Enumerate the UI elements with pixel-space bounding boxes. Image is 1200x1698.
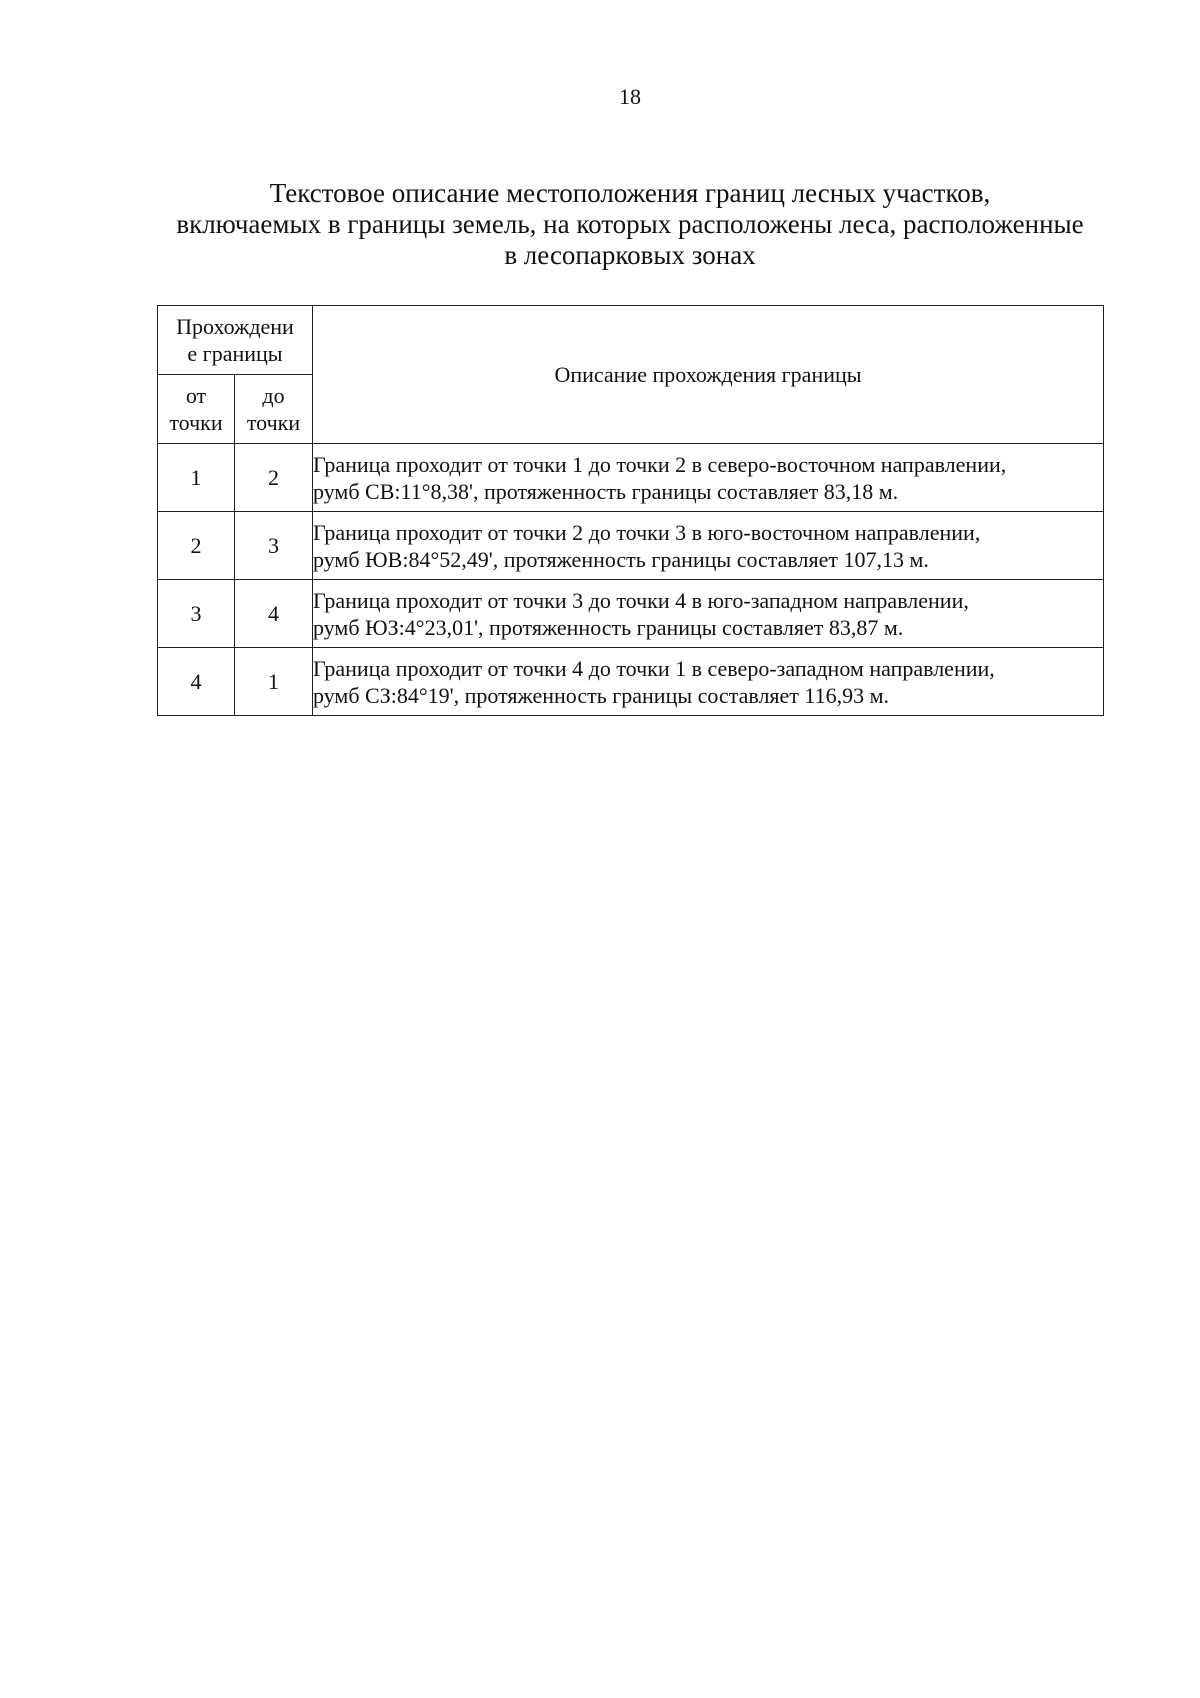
cell-to-point: 1: [235, 648, 313, 716]
header-to-line-2: точки: [246, 410, 301, 435]
description-line-1: Граница проходит от точки 2 до точки 3 в юго-восточном направлении,: [313, 519, 981, 545]
cell-to-point: 4: [235, 580, 313, 648]
header-description: Описание прохождения границы: [313, 306, 1104, 444]
cell-from-point: 4: [158, 648, 235, 716]
description-line-2: румб СВ:11°8,38', протяженность границы составляет 83,18 м.: [313, 478, 899, 504]
description-line-1: Граница проходит от точки 3 до точки 4 в юго-западном направлении,: [313, 587, 969, 613]
cell-description: [313, 512, 1104, 580]
cell-description: [313, 444, 1104, 512]
table-row: [158, 580, 1104, 648]
header-boundary-passage-line-1: Прохождени: [176, 314, 294, 339]
header-to-point: [235, 375, 313, 444]
document-title: [130, 178, 1130, 271]
header-to-line-1: до: [262, 383, 285, 408]
title-line-2: включаемых в границы земель, на которых расположены леса, расположенные: [176, 209, 1084, 239]
title-line-3: в лесопарковых зонах: [504, 240, 756, 270]
cell-from-point: 1: [158, 444, 235, 512]
header-from-point: [158, 375, 235, 444]
description-line-2: румб ЮВ:84°52,49', протяженность границы составляет 107,13 м.: [313, 546, 929, 572]
description-line-2: румб СЗ:84°19', протяженность границы составляет 116,93 м.: [313, 682, 890, 708]
title-line-1: Текстовое описание местоположения границ лесных участков,: [269, 178, 991, 208]
table-row: [158, 512, 1104, 580]
header-boundary-passage-line-2: е границы: [187, 341, 283, 366]
header-boundary-passage: [158, 306, 313, 375]
table-row: [158, 648, 1104, 716]
table-row: [158, 444, 1104, 512]
cell-to-point: 2: [235, 444, 313, 512]
cell-from-point: 2: [158, 512, 235, 580]
description-line-1: Граница проходит от точки 4 до точки 1 в северо-западном направлении,: [313, 655, 995, 681]
description-line-2: румб ЮЗ:4°23,01', протяженность границы составляет 83,87 м.: [313, 614, 904, 640]
cell-description: [313, 580, 1104, 648]
cell-to-point: 3: [235, 512, 313, 580]
boundary-description-table: [157, 305, 1104, 716]
header-from-line-1: от: [185, 383, 207, 408]
description-line-1: Граница проходит от точки 1 до точки 2 в северо-восточном направлении,: [313, 451, 1007, 477]
cell-description: [313, 648, 1104, 716]
page-number: 18: [619, 84, 641, 109]
cell-from-point: 3: [158, 580, 235, 648]
header-from-line-2: точки: [169, 410, 223, 435]
